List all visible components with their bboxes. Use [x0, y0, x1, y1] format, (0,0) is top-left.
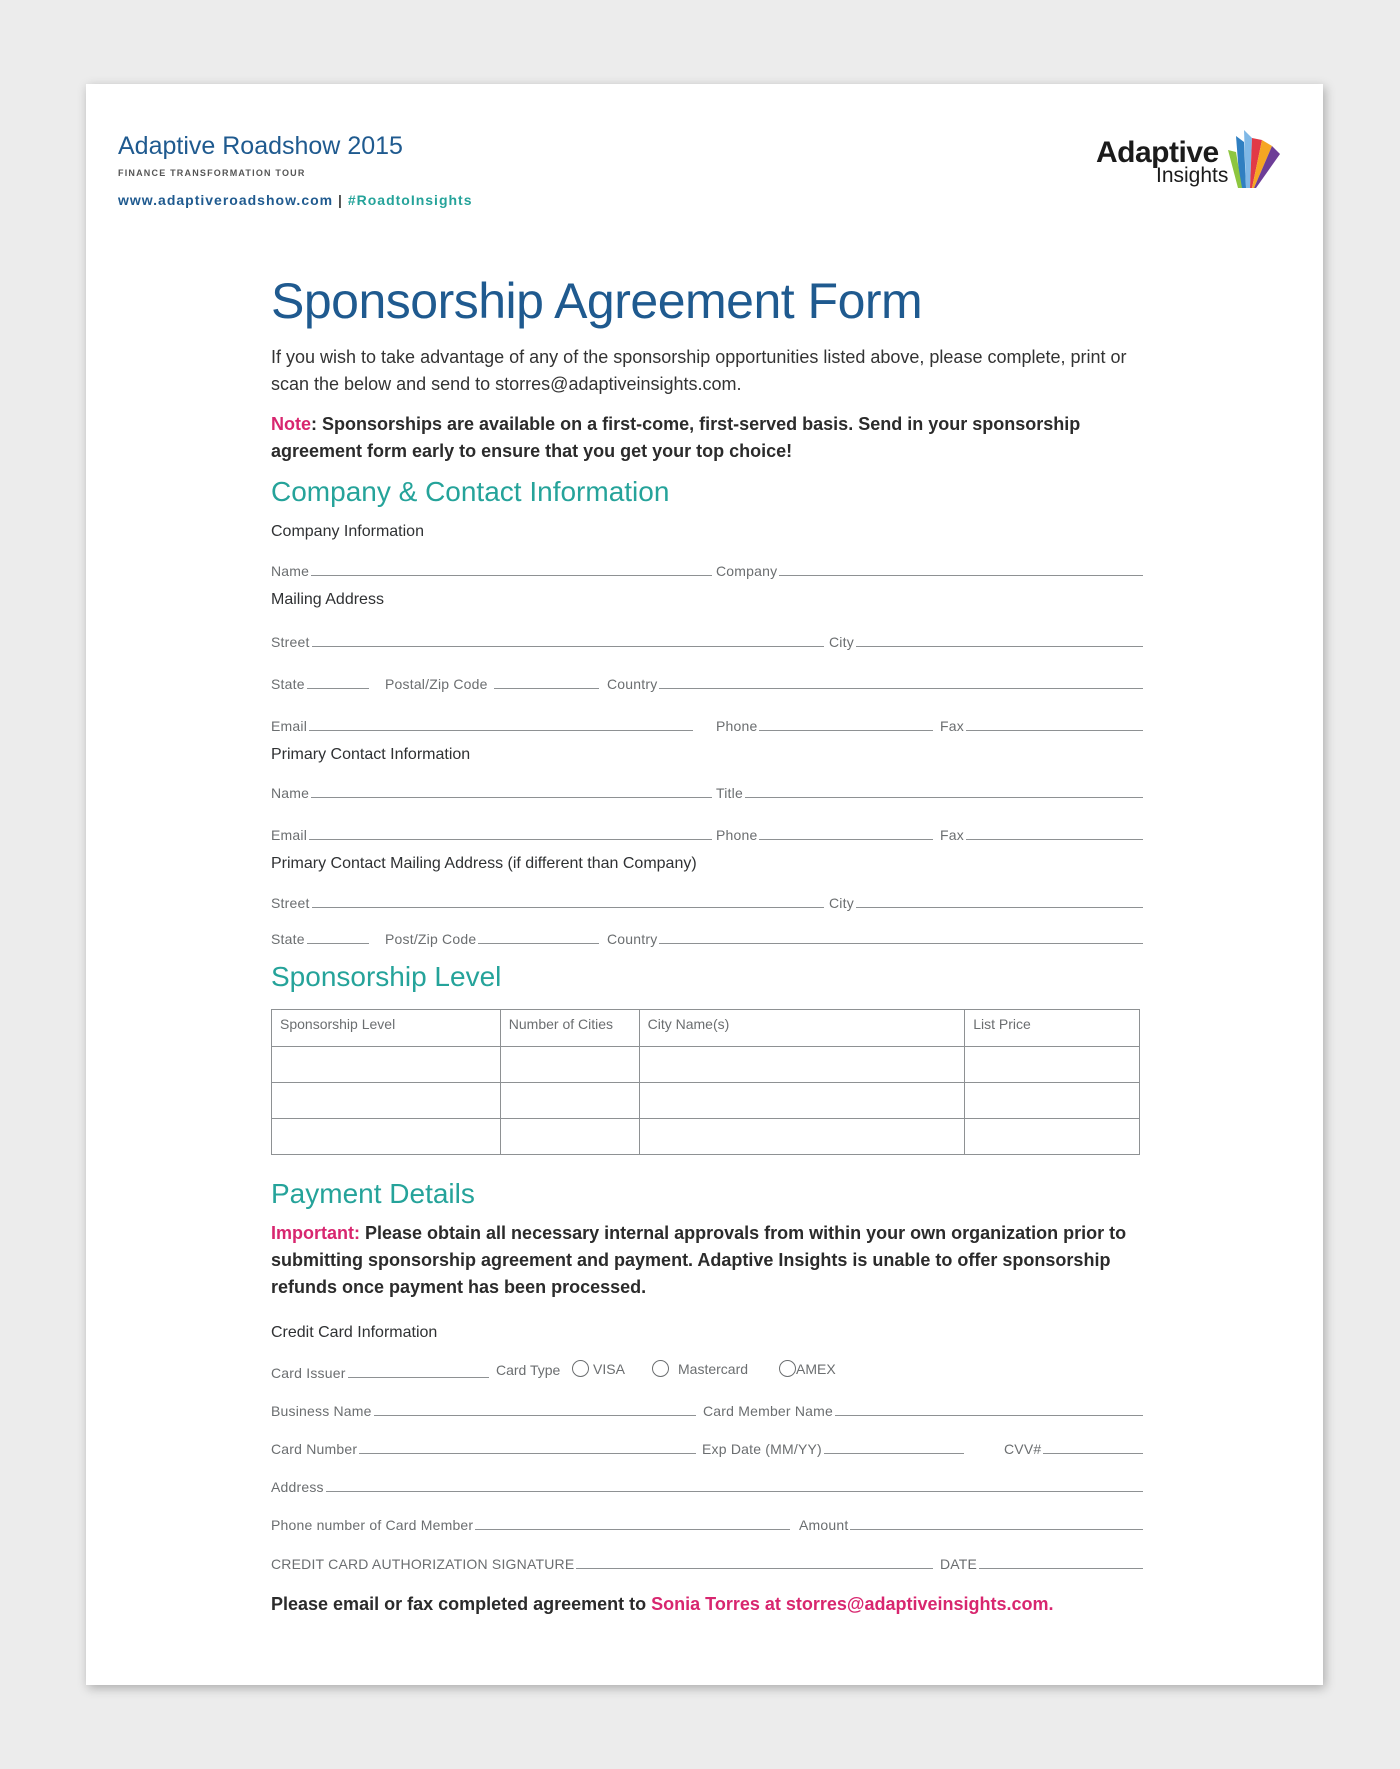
sponsorship-table — [271, 1009, 1140, 1155]
company-name-line[interactable] — [311, 575, 712, 576]
logo-word-adaptive: Adaptive — [1096, 136, 1219, 169]
signature-line[interactable] — [576, 1568, 933, 1569]
contact-email-label: Email — [271, 827, 308, 843]
company-contact-heading: Company & Contact Information — [271, 476, 670, 507]
business-name-line[interactable] — [374, 1415, 696, 1416]
country-line[interactable] — [659, 688, 1143, 689]
roadshow-title-main: Adaptive Roadshow — [118, 132, 341, 160]
footer-contact-link[interactable]: Sonia Torres at storres@adaptiveinsights.com. — [651, 1594, 1054, 1614]
address-label: Address — [271, 1479, 324, 1495]
card-issuer-field[interactable] — [271, 1359, 489, 1381]
note-text: : Sponsorships are available on a first-come, first-served basis. Send in your sponsorship agreement form early to ensure that you get your top choice! — [271, 414, 1081, 461]
card-issuer-label: Card Issuer — [271, 1365, 346, 1381]
card-issuer-line[interactable] — [348, 1377, 489, 1378]
amount-label: Amount — [799, 1517, 849, 1533]
contact-title-field[interactable] — [716, 779, 1143, 801]
contact-postzip-field[interactable] — [385, 925, 599, 947]
contact-city-line[interactable] — [856, 907, 1143, 908]
logo-word-insights: Insights — [1156, 164, 1229, 187]
card-number-line[interactable] — [359, 1453, 696, 1454]
card-number-field[interactable] — [271, 1435, 696, 1457]
primary-mailing-label: Primary Contact Mailing Address (if different than Company) — [271, 855, 697, 872]
address-field[interactable] — [271, 1473, 1143, 1495]
radio-circle-icon[interactable] — [572, 1360, 589, 1377]
city-label: City — [829, 634, 854, 650]
roadshow-url-link[interactable]: www.adaptiveroadshow.com — [118, 192, 334, 208]
signature-label: CREDIT CARD AUTHORIZATION SIGNATURE — [271, 1556, 575, 1572]
table-cell[interactable] — [500, 1083, 639, 1119]
cvv-line[interactable] — [1043, 1453, 1143, 1454]
adaptive-insights-logo — [1096, 128, 1286, 198]
date-field[interactable] — [940, 1550, 1143, 1572]
city-line[interactable] — [856, 646, 1143, 647]
amount-field[interactable] — [799, 1511, 1143, 1533]
phone-card-member-field[interactable] — [271, 1511, 790, 1533]
table-cell[interactable] — [965, 1047, 1140, 1083]
hashtag-link[interactable]: #RoadtoInsights — [347, 192, 473, 208]
company-email-label: Email — [271, 718, 308, 734]
contact-street-line[interactable] — [312, 907, 824, 908]
state-field[interactable] — [271, 670, 369, 692]
country-field[interactable] — [607, 670, 1143, 692]
page-title: Sponsorship Agreement Form — [271, 273, 923, 329]
note-label: Note — [271, 414, 311, 434]
company-name-label: Name — [271, 563, 310, 579]
intro-paragraph: If you wish to take advantage of any of the sponsorship opportunities listed above, please complete, print or scan the below and send to storres@adaptiveinsights.com. — [271, 347, 1127, 394]
cvv-field[interactable] — [1004, 1435, 1143, 1457]
card-number-label: Card Number — [271, 1441, 358, 1457]
contact-name-line[interactable] — [311, 797, 712, 798]
company-fax-field[interactable] — [940, 712, 1143, 734]
exp-date-field[interactable] — [702, 1435, 964, 1457]
logo-prism-icon — [1222, 128, 1286, 194]
contact-email-line[interactable] — [309, 839, 712, 840]
company-field[interactable] — [716, 557, 1143, 579]
contact-postzip-line[interactable] — [478, 943, 599, 944]
radio-circle-icon[interactable] — [652, 1360, 669, 1377]
table-cell[interactable] — [272, 1083, 501, 1119]
contact-city-label: City — [829, 895, 854, 911]
contact-country-label: Country — [607, 931, 658, 947]
company-line[interactable] — [779, 575, 1143, 576]
important-label: Important: — [271, 1223, 360, 1243]
roadshow-title — [118, 132, 403, 161]
company-info-label: Company Information — [271, 523, 424, 540]
contact-phone-label: Phone — [716, 827, 758, 843]
contact-street-field[interactable] — [271, 889, 824, 911]
company-email-field[interactable] — [271, 712, 693, 734]
sponsorship-level-heading: Sponsorship Level — [271, 961, 502, 992]
footer-text: Please email or fax completed agreement to — [271, 1594, 652, 1614]
radio-mastercard-label: Mastercard — [678, 1360, 749, 1377]
contact-phone-field[interactable] — [716, 821, 933, 843]
postal-label: Postal/Zip Code — [385, 676, 488, 692]
company-phone-label: Phone — [716, 718, 758, 734]
card-member-name-label: Card Member Name — [703, 1403, 834, 1419]
table-cell[interactable] — [965, 1083, 1140, 1119]
col-number-of-cities: Number of Cities — [500, 1010, 639, 1047]
contact-state-label: State — [271, 931, 305, 947]
table-row — [272, 1047, 1140, 1083]
contact-state-line[interactable] — [307, 943, 369, 944]
contact-country-field[interactable] — [607, 925, 1143, 947]
company-phone-line[interactable] — [759, 730, 933, 731]
card-type-label: Card Type — [496, 1362, 561, 1378]
table-cell[interactable] — [639, 1119, 965, 1155]
amount-line[interactable] — [850, 1529, 1143, 1530]
postal-field[interactable] — [385, 670, 599, 692]
contact-title-label: Title — [716, 785, 743, 801]
important-paragraph — [271, 1220, 1143, 1301]
card-member-name-field[interactable] — [703, 1397, 1143, 1419]
radio-mastercard[interactable] — [652, 1360, 748, 1377]
date-line[interactable] — [979, 1568, 1143, 1569]
contact-fax-field[interactable] — [940, 821, 1143, 843]
country-label: Country — [607, 676, 658, 692]
radio-amex[interactable] — [779, 1360, 836, 1377]
table-cell[interactable] — [500, 1119, 639, 1155]
table-row — [272, 1083, 1140, 1119]
contact-name-field[interactable] — [271, 779, 712, 801]
table-cell[interactable] — [639, 1083, 965, 1119]
contact-state-field[interactable] — [271, 925, 369, 947]
radio-visa-label: VISA — [593, 1360, 625, 1377]
company-fax-line[interactable] — [966, 730, 1143, 731]
contact-city-field[interactable] — [829, 889, 1143, 911]
table-cell[interactable] — [272, 1047, 501, 1083]
company-fax-label: Fax — [940, 718, 964, 734]
credit-card-info-label: Credit Card Information — [271, 1324, 438, 1341]
address-line[interactable] — [326, 1491, 1143, 1492]
col-list-price: List Price — [965, 1010, 1140, 1047]
col-city-names: City Name(s) — [639, 1010, 965, 1047]
contact-email-field[interactable] — [271, 821, 712, 843]
roadshow-subtitle: FINANCE TRANSFORMATION TOUR — [118, 168, 306, 178]
cvv-label: CVV# — [1004, 1441, 1042, 1457]
state-label: State — [271, 676, 305, 692]
link-separator: | — [338, 192, 343, 208]
col-sponsorship-level: Sponsorship Level — [272, 1010, 501, 1047]
state-line[interactable] — [307, 688, 369, 689]
date-label: DATE — [940, 1556, 978, 1572]
note-paragraph — [271, 411, 1143, 465]
mailing-address-label: Mailing Address — [271, 591, 384, 608]
phone-card-member-line[interactable] — [475, 1529, 790, 1530]
contact-country-line[interactable] — [659, 943, 1143, 944]
table-cell[interactable] — [639, 1047, 965, 1083]
contact-fax-line[interactable] — [966, 839, 1143, 840]
contact-street-label: Street — [271, 895, 310, 911]
city-field[interactable] — [829, 628, 1143, 650]
footer-instruction — [271, 1594, 1053, 1615]
table-cell[interactable] — [965, 1119, 1140, 1155]
table-cell[interactable] — [272, 1119, 501, 1155]
table-row — [272, 1119, 1140, 1155]
exp-date-label: Exp Date (MM/YY) — [702, 1441, 822, 1457]
company-phone-field[interactable] — [716, 712, 933, 734]
roadshow-title-year: 2015 — [347, 132, 403, 160]
business-name-label: Business Name — [271, 1403, 372, 1419]
contact-postzip-label: Post/Zip Code — [385, 931, 477, 947]
table-cell[interactable] — [500, 1047, 639, 1083]
table-header-row — [272, 1010, 1140, 1047]
roadshow-links — [118, 192, 473, 208]
contact-phone-line[interactable] — [759, 839, 933, 840]
radio-visa[interactable] — [572, 1360, 625, 1377]
phone-card-member-label: Phone number of Card Member — [271, 1517, 474, 1533]
company-email-line[interactable] — [309, 730, 693, 731]
primary-contact-label: Primary Contact Information — [271, 746, 471, 763]
contact-name-label: Name — [271, 785, 310, 801]
street-label: Street — [271, 634, 310, 650]
radio-amex-label: AMEX — [796, 1360, 836, 1377]
business-name-field[interactable] — [271, 1397, 696, 1419]
signature-field[interactable] — [271, 1550, 933, 1572]
important-text: Please obtain all necessary internal approvals from within your own organization prior to submitting sponsorship agreement and payment. Adaptive Insights is unable to offer sponsorship refunds once payment has been processed. — [271, 1223, 1127, 1297]
contact-fax-label: Fax — [940, 827, 964, 843]
contact-title-line[interactable] — [745, 797, 1143, 798]
document-page — [86, 84, 1323, 1685]
company-name-field[interactable] — [271, 557, 712, 579]
radio-circle-icon[interactable] — [779, 1360, 796, 1377]
company-label: Company — [716, 563, 778, 579]
street-field[interactable] — [271, 628, 824, 650]
street-line[interactable] — [312, 646, 824, 647]
exp-date-line[interactable] — [824, 1453, 964, 1454]
postal-line[interactable] — [494, 688, 599, 689]
card-member-name-line[interactable] — [835, 1415, 1143, 1416]
payment-details-heading: Payment Details — [271, 1178, 475, 1209]
